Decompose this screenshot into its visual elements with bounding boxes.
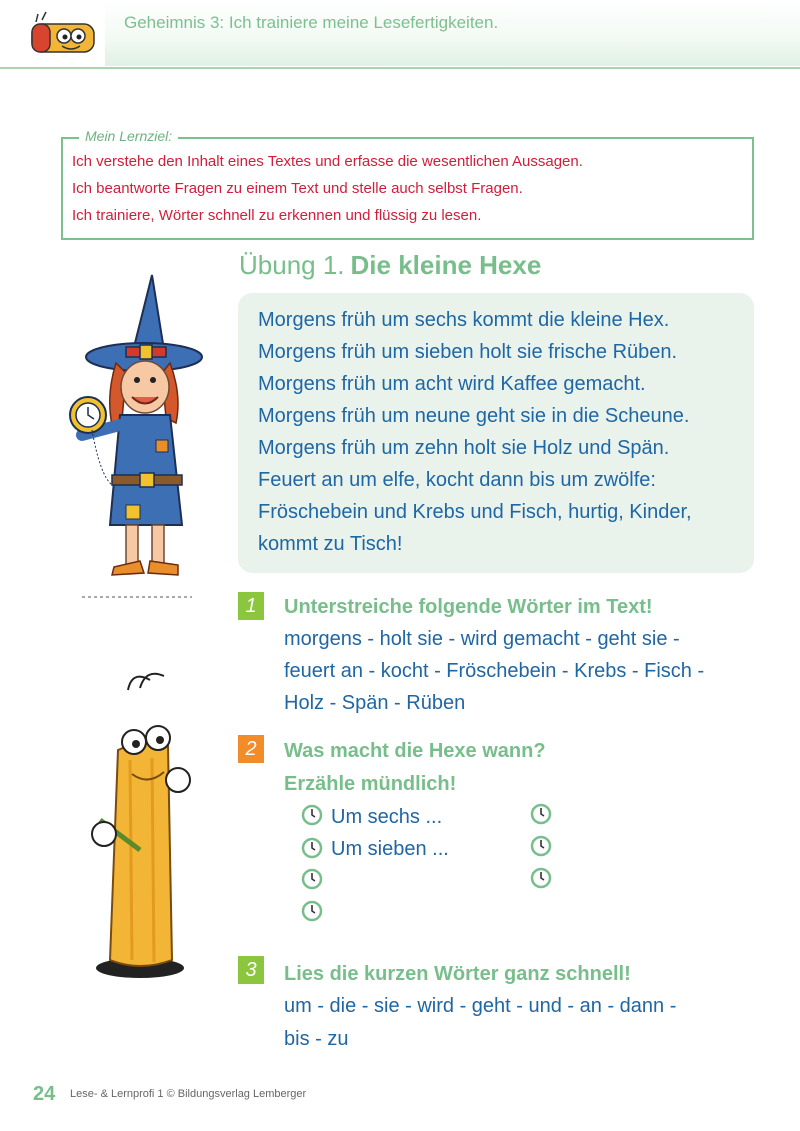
learning-goal-line: Ich beantworte Fragen zu einem Text und stelle auch selbst Fragen. — [72, 180, 523, 197]
clock-icon — [530, 803, 552, 825]
poem-line: Fröschebein und Krebs und Fisch, hurtig, Kinder, — [258, 501, 692, 523]
clock-icon — [301, 804, 323, 826]
poem-box — [238, 293, 754, 573]
learning-goal-box — [61, 128, 754, 240]
header-divider — [0, 67, 800, 69]
witch-illustration — [52, 255, 222, 615]
poem-line: kommt zu Tisch! — [258, 533, 403, 555]
learning-goal-line: Ich verstehe den Inhalt eines Textes und erfasse die wesentlichen Aussagen. — [72, 153, 583, 170]
clock-icon — [530, 867, 552, 889]
exercise-name: Die kleine Hexe — [350, 250, 542, 280]
task-number-badge: 3 — [238, 956, 264, 984]
task-title: Erzähle mündlich! — [284, 773, 457, 795]
task-title: Unterstreiche folgende Wörter im Text! — [284, 596, 653, 618]
clock-item-label: Um sieben ... — [331, 838, 449, 860]
clock-item-label: Um sechs ... — [331, 806, 443, 828]
page-header — [0, 0, 800, 70]
clock-icon — [301, 837, 323, 859]
task-text-line: bis - zu — [284, 1028, 349, 1050]
task-text-line: feuert an - kocht - Fröschebein - Krebs - Fisch - — [284, 660, 705, 682]
clock-icon — [301, 900, 323, 922]
clock-icon — [530, 835, 552, 857]
task-text-line: um - die - sie - wird - geht - und - an - dann - — [284, 995, 677, 1017]
exercise-prefix: Übung 1. — [239, 250, 345, 280]
page-header-title: Geheimnis 3: Ich trainiere meine Lesefertigkeiten. — [124, 13, 499, 32]
task-text-line: morgens - holt sie - wird gemacht - geht sie - — [284, 628, 680, 650]
poem-line: Feuert an um elfe, kocht dann bis um zwölfe: — [258, 469, 656, 491]
pencil-mascot-icon — [28, 8, 100, 62]
poem-line: Morgens früh um neune geht sie in die Scheune. — [258, 405, 690, 427]
exercise-title — [239, 250, 541, 281]
page-number: 24 — [33, 1083, 56, 1105]
task-text-line: Holz - Spän - Rüben — [284, 692, 466, 714]
task-number-badge: 2 — [238, 735, 264, 763]
poem-line: Morgens früh um acht wird Kaffee gemacht. — [258, 373, 646, 395]
task-number-badge: 1 — [238, 592, 264, 620]
clock-icon — [301, 868, 323, 890]
poem-line: Morgens früh um zehn holt sie Holz und Spän. — [258, 437, 670, 459]
learning-goal-legend: Mein Lernziel: — [79, 128, 178, 144]
header-band — [105, 0, 800, 66]
poem-line: Morgens früh um sieben holt sie frische Rüben. — [258, 341, 678, 363]
pencil-mascot-illustration — [60, 650, 220, 995]
poem-line: Morgens früh um sechs kommt die kleine Hex. — [258, 309, 670, 331]
task-title: Lies die kurzen Wörter ganz schnell! — [284, 963, 631, 985]
learning-goal-line: Ich trainiere, Wörter schnell zu erkennen und flüssig zu lesen. — [72, 207, 482, 224]
footer-copyright: Lese- & Lernprofi 1 © Bildungsverlag Lemberger — [70, 1088, 307, 1100]
task-title: Was macht die Hexe wann? — [284, 740, 546, 762]
